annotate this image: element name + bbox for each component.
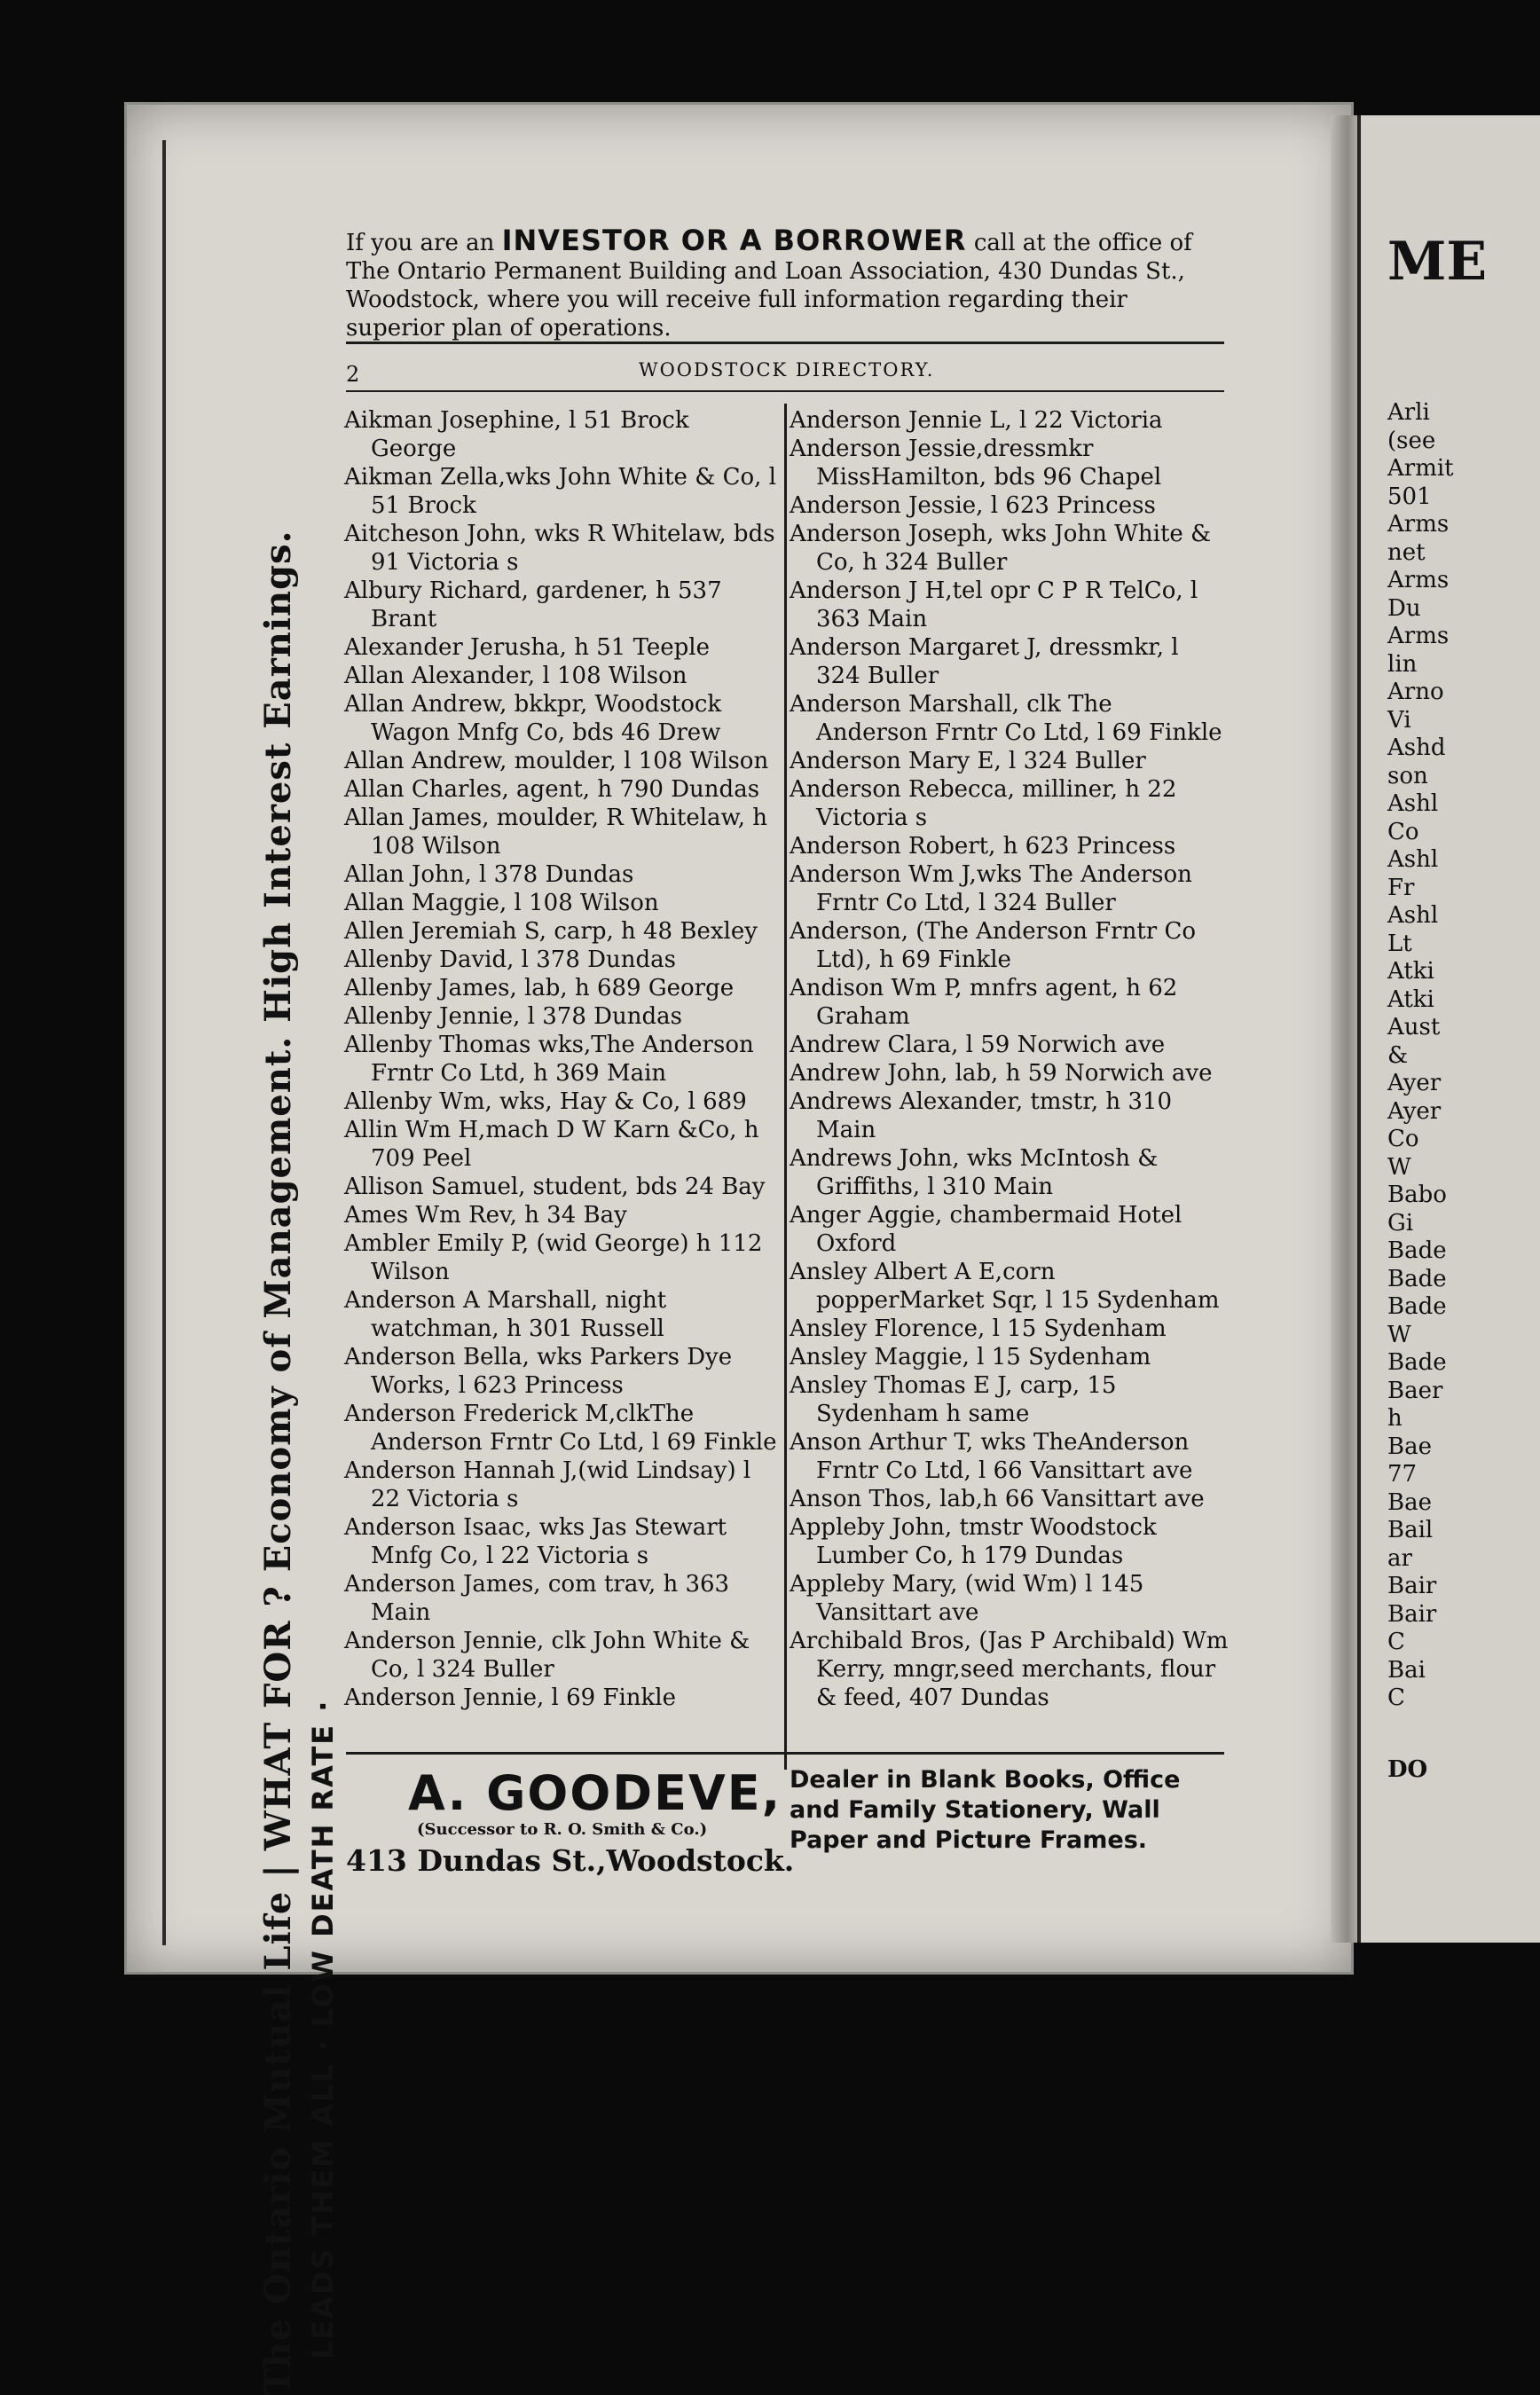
directory-entry: Allan Andrew, bkkpr, Woodstock Wagon Mnfg Co, bds 46 Drew [344,691,722,746]
directory-entry: Aikman Josephine, l 51 Brock George [344,407,689,462]
directory-entry: Anderson Jennie, l 69 Finkle [344,1684,677,1711]
directory-entry: Anson Thos, lab,h 66 Vansittart ave [790,1486,1205,1512]
adjacent-page-fragment: Aust [1387,1014,1441,1040]
adjacent-page-fragment: Arms [1387,511,1450,538]
directory-entry: Allen Jeremiah S, carp, h 48 Bexley [344,918,758,945]
directory-entry: Allan Charles, agent, h 790 Dundas [344,776,760,803]
directory-entry: Andrews Alexander, tmstr, h 310 Main [790,1088,1172,1143]
directory-entry: Anderson Isaac, wks Jas Stewart Mnfg Co, l 22 Victoria s [344,1514,727,1569]
adjacent-page [1357,115,1540,1943]
adjacent-page-fragment: Arms [1387,623,1450,649]
column-divider [784,404,787,1770]
directory-entry: Aitcheson John, wks R Whitelaw, bds 91 Victoria s [344,521,775,576]
directory-entry: Ansley Florence, l 15 Sydenham [790,1315,1167,1342]
directory-entry: Anderson A Marshall, night watchman, h 301 Russell [344,1287,667,1342]
directory-entry: Anderson Hannah J,(wid Lindsay) l 22 Victoria s [344,1457,751,1512]
adjacent-page-fragment: DO [1387,1756,1428,1783]
directory-column-1 [344,406,779,1712]
directory-entry: Appleby John, tmstr Woodstock Lumber Co, h 179 Dundas [790,1514,1157,1569]
directory-entry: Allison Samuel, student, bds 24 Bay [344,1174,766,1200]
directory-entry: Anderson Wm J,wks The Anderson Frntr Co Ltd, l 324 Buller [790,861,1192,916]
adjacent-page-fragment: Co [1387,1126,1419,1152]
directory-entry: Appleby Mary, (wid Wm) l 145 Vansittart ave [790,1571,1144,1626]
directory-entry: Alexander Jerusha, h 51 Teeple [344,634,711,661]
directory-entry: Anson Arthur T, wks TheAnderson Frntr Co Ltd, l 66 Vansittart ave [790,1429,1193,1484]
adjacent-page-fragment: C [1387,1684,1405,1711]
ad-top-headline: INVESTOR OR A BORROWER [501,224,967,257]
adjacent-page-fragment: Lt [1387,930,1412,957]
directory-entry: Anger Aggie, chambermaid Hotel Oxford [790,1202,1182,1257]
adjacent-page-fragment: Bae [1387,1488,1432,1516]
directory-entry: Anderson Robert, h 623 Princess [790,833,1176,860]
adjacent-page-fragment: Bade [1387,1265,1447,1292]
directory-entry: Andrew John, lab, h 59 Norwich ave [790,1060,1213,1087]
ad-business-name: A. GOODEVE, [408,1765,782,1821]
adjacent-page-fragment: Atki [1387,958,1434,985]
directory-entry: Allan James, moulder, R Whitelaw, h 108 Wilson [344,805,767,860]
directory-entry: Anderson Jessie, l 623 Princess [790,492,1156,519]
adjacent-page-fragment: W [1387,1321,1411,1348]
directory-entry: Anderson Frederick M,clkThe Anderson Frntr Co Ltd, l 69 Finkle [344,1401,777,1456]
directory-entry: Ansley Maggie, l 15 Sydenham [790,1344,1151,1370]
adjacent-page-fragment: Vi [1387,706,1411,734]
side-advertisement [257,532,355,2395]
directory-entry: Anderson, (The Anderson Frntr Co Ltd), h 69 Finkle [790,918,1197,973]
directory-entry: Anderson James, com trav, h 363 Main [344,1571,730,1626]
adjacent-page-fragment: ME [1387,231,1488,293]
header-underline [346,390,1224,392]
directory-entry: Allenby Thomas wks,The Anderson Frntr Co Ltd, h 369 Main [344,1032,754,1087]
adjacent-page-fragment: 501 [1387,483,1432,510]
directory-entry: Anderson J H,tel opr C P R TelCo, l 363 Main [790,577,1198,632]
adjacent-page-fragment: 77 [1387,1461,1418,1488]
directory-entry: Ambler Emily P, (wid George) h 112 Wilson [344,1230,763,1285]
directory-entry: Andison Wm P, mnfrs agent, h 62 Graham [790,975,1178,1030]
directory-entry: Andrews John, wks McIntosh & Griffiths, l 310 Main [790,1145,1159,1200]
adjacent-page-fragment: Ashd [1387,734,1446,761]
adjacent-page-fragment: Bade [1387,1237,1447,1264]
directory-entry: Anderson Rebecca, milliner, h 22 Victoria s [790,776,1177,831]
directory-entry: Allenby Jennie, l 378 Dundas [344,1003,682,1030]
directory-entry: Andrew Clara, l 59 Norwich ave [790,1032,1166,1058]
adjacent-page-fragment: W [1387,1153,1411,1181]
running-title: WOODSTOCK DIRECTORY. [639,359,935,381]
directory-entry: Anderson Marshall, clk The Anderson Frntr Co Ltd, l 69 Finkle [790,691,1222,746]
adjacent-page-fragment: Gi [1387,1209,1414,1237]
directory-entry: Archibald Bros, (Jas P Archibald) Wm Kerry, mngr,seed merchants, flour & feed, 407 Dundas [790,1628,1229,1711]
directory-entry: Allenby James, lab, h 689 George [344,975,735,1001]
adjacent-page-fragment: Bade [1387,1349,1447,1376]
adjacent-page-fragment: Arms [1387,567,1450,593]
adjacent-page-fragment: Ashl [1387,846,1439,873]
adjacent-page-fragment: Bail [1387,1517,1434,1543]
top-advertisement [346,226,1220,342]
adjacent-page-fragment: Bair [1387,1573,1437,1599]
directory-entry: Anderson Bella, wks Parkers Dye Works, l 623 Princess [344,1344,733,1399]
adjacent-page-fragment: Ayer [1387,1070,1442,1096]
page-number: 2 [346,362,360,387]
adjacent-page-fragment: Bai [1387,1656,1426,1684]
directory-entry: Allan John, l 378 Dundas [344,861,634,888]
bottom-advertisement [346,1765,1233,1881]
directory-entry: Ames Wm Rev, h 34 Bay [344,1202,627,1229]
adjacent-page-fragment: Fr [1387,874,1415,901]
directory-entry: Anderson Jessie,dressmkr MissHamilton, bds 96 Chapel [790,436,1162,491]
adjacent-page-fragment: Bae [1387,1433,1432,1460]
adjacent-page-fragment: Armit [1387,455,1454,482]
adjacent-page-fragment: net [1387,538,1426,566]
adjacent-page-fragment: Ashl [1387,902,1439,929]
side-ad-line-2: LEADS THEM ALL · LOW DEATH RATE · [306,1699,340,2360]
directory-entry: Allan Alexander, l 108 Wilson [344,663,688,689]
directory-entry: Albury Richard, gardener, h 537 Brant [344,577,722,632]
ad-top-pre: If you are an [346,230,495,256]
adjacent-page-fragment: Baer [1387,1377,1443,1404]
directory-entry: Allin Wm H,mach D W Karn &Co, h 709 Peel [344,1117,759,1172]
footer-rule [346,1752,1224,1755]
directory-entry: Allenby Wm, wks, Hay & Co, l 689 [344,1088,747,1115]
ad-address: 413 Dundas St.,Woodstock. [346,1843,795,1878]
directory-entry: Anderson Mary E, l 324 Buller [790,748,1146,774]
adjacent-page-fragment: Ashl [1387,790,1439,817]
adjacent-page-fragment: ar [1387,1544,1412,1572]
adjacent-page-fragment: h [1387,1405,1402,1432]
directory-entry: Anderson Joseph, wks John White & Co, h 324 Buller [790,521,1212,576]
adjacent-page-fragment: Arli [1387,399,1430,426]
directory-entry: Ansley Thomas E J, carp, 15 Sydenham h same [790,1372,1117,1427]
directory-entry: Aikman Zella,wks John White & Co, l 51 Brock [344,464,776,519]
adjacent-page-fragment: Bade [1387,1293,1447,1320]
directory-column-2 [790,406,1229,1712]
header-rule [346,342,1224,344]
adjacent-page-fragment: Babo [1387,1182,1447,1208]
adjacent-page-fragment: Co [1387,818,1419,845]
directory-entry: Ansley Albert A E,corn popperMarket Sqr, l 15 Sydenham [790,1259,1220,1314]
directory-entry: Allenby David, l 378 Dundas [344,946,676,973]
ad-dealer-text: Dealer in Blank Books, Office and Family Stationery, Wall Paper and Picture Frames. [790,1766,1181,1854]
directory-entry: Anderson Jennie, clk John White & Co, l 324 Buller [344,1628,750,1683]
adjacent-page-fragment: Atki [1387,985,1434,1013]
adjacent-page-fragment: lin [1387,650,1418,678]
adjacent-page-fragment: Du [1387,594,1421,622]
adjacent-page-fragment: & [1387,1041,1409,1069]
adjacent-page-fragment: son [1387,762,1428,789]
ad-top-body: call at the office of The Ontario Permanent Building and Loan Association, 430 Dundas St., Woodstock, where you will receive full information regarding their superior plan of operations. [346,230,1192,342]
adjacent-page-fragment: Ayer [1387,1097,1442,1125]
ad-successor-note: (Successor to R. O. Smith & Co.) [417,1820,708,1839]
directory-entry: Allan Maggie, l 108 Wilson [344,890,659,916]
adjacent-page-fragment: Arno [1387,679,1444,705]
directory-entry: Allan Andrew, moulder, l 108 Wilson [344,748,769,774]
adjacent-page-fragment: (see [1387,427,1436,454]
adjacent-page-fragment: C [1387,1629,1405,1655]
adjacent-page-fragment: Bair [1387,1600,1437,1628]
side-ad-line-1: The Ontario Mutual Life | WHAT FOR ? Economy of Management. High Interest Earnings. [257,530,299,2395]
directory-entry: Anderson Jennie L, l 22 Victoria [790,407,1163,434]
directory-entry: Anderson Margaret J, dressmkr, l 324 Buller [790,634,1179,689]
